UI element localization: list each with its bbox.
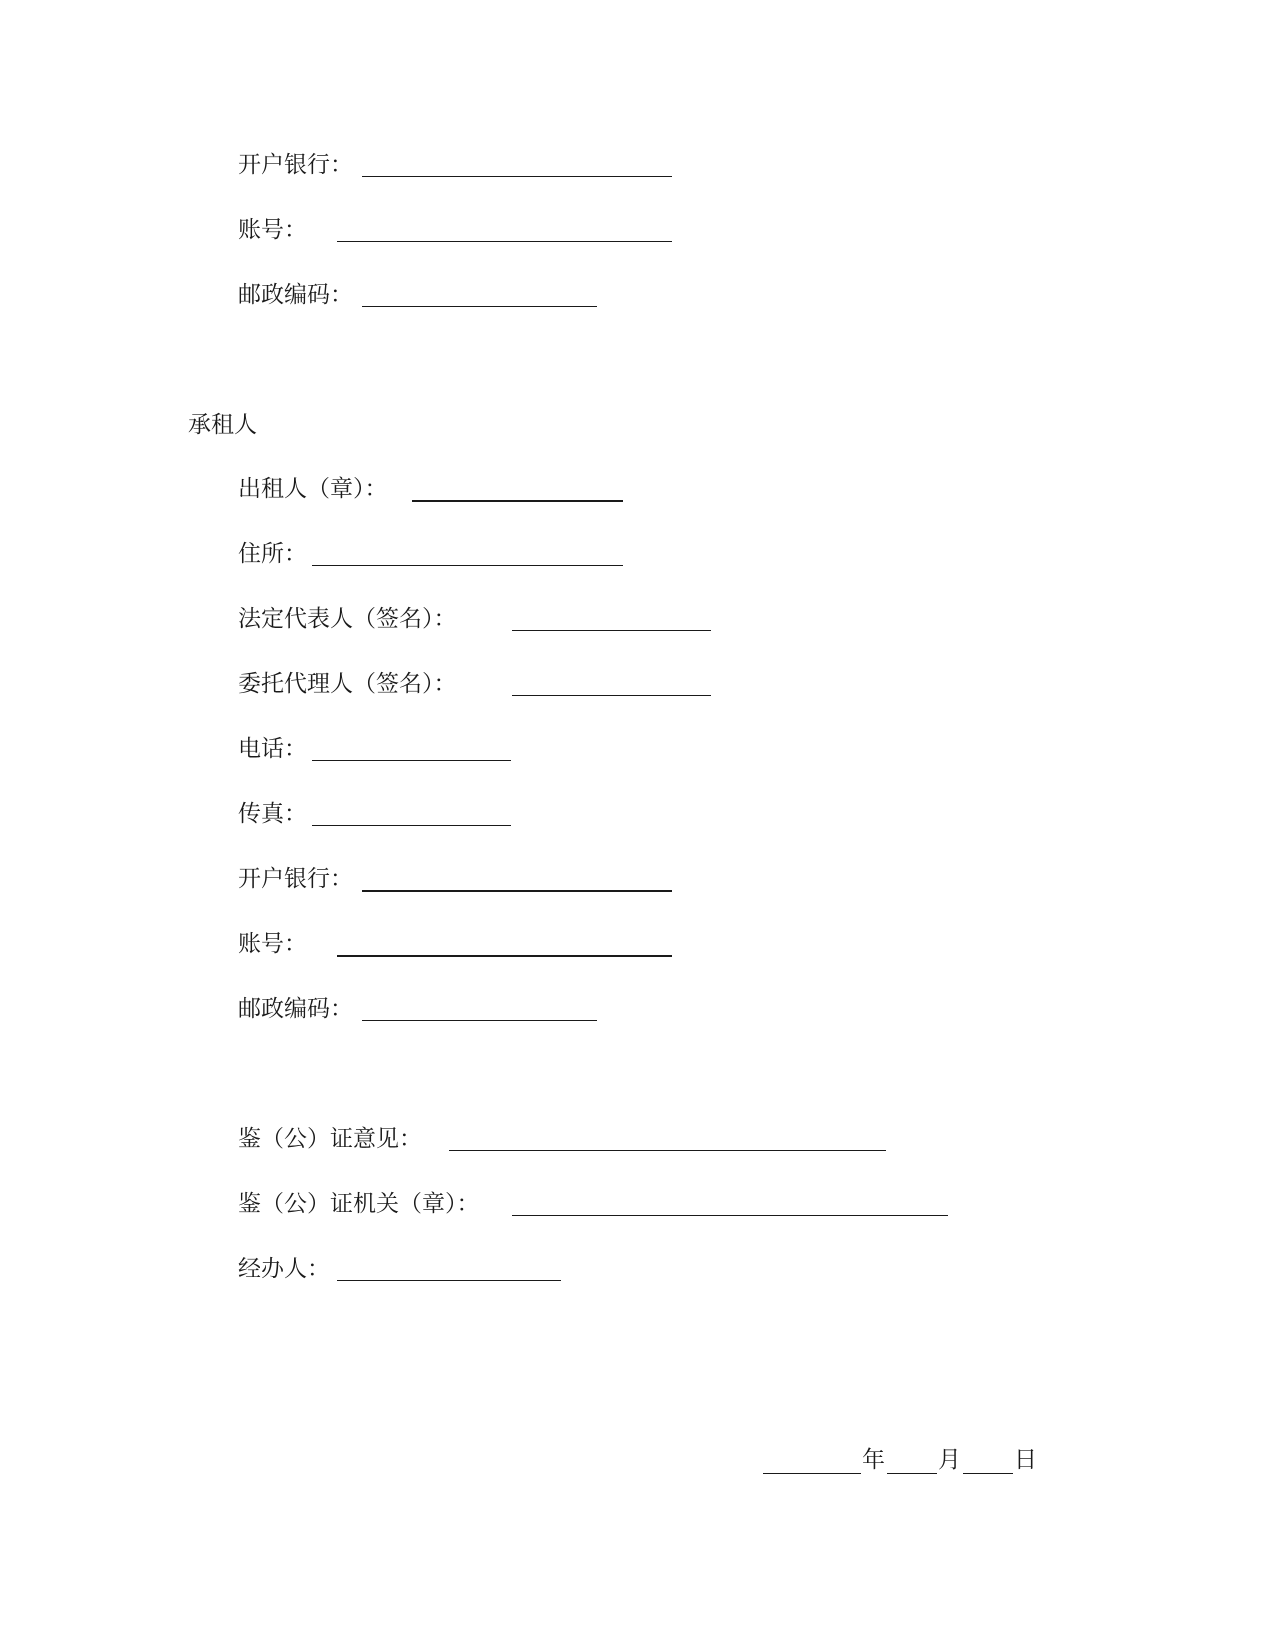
handler-field (238, 1254, 678, 1290)
postcode-blank[interactable] (362, 306, 597, 307)
account-field-top (238, 215, 678, 251)
lessor-seal-label: 出租人（章）： (238, 476, 388, 502)
notary-authority-blank[interactable] (512, 1215, 948, 1216)
account-field (238, 929, 678, 965)
bank-field-top (238, 150, 678, 186)
address-label: 住所： (238, 541, 307, 567)
handler-blank[interactable] (337, 1280, 561, 1281)
agent-label: 委托代理人（签名）： (238, 671, 457, 697)
agent-field (238, 669, 758, 705)
account-blank[interactable] (337, 241, 672, 242)
postcode-label: 邮政编码： (238, 996, 353, 1022)
handler-label: 经办人： (238, 1256, 330, 1282)
agent-blank[interactable] (512, 695, 711, 696)
phone-blank[interactable] (312, 760, 511, 761)
postcode-field (238, 994, 678, 1030)
legal-rep-blank[interactable] (512, 630, 711, 631)
legal-rep-label: 法定代表人（签名）： (238, 606, 457, 632)
address-blank[interactable] (312, 565, 623, 566)
legal-rep-field (238, 604, 758, 640)
notary-authority-field (238, 1189, 958, 1225)
notary-authority-label: 鉴（公）证机关（章）： (238, 1191, 480, 1217)
day-blank[interactable] (963, 1473, 1013, 1474)
lessee-heading: 承租人 (188, 412, 257, 438)
year-label: 年 (862, 1447, 885, 1473)
postcode-blank[interactable] (362, 1020, 597, 1021)
phone-label: 电话： (238, 736, 307, 762)
account-label: 账号： (238, 217, 307, 243)
bank-label: 开户银行： (238, 152, 353, 178)
phone-field (238, 734, 678, 770)
fax-field (238, 799, 678, 835)
day-label: 日 (1014, 1447, 1037, 1473)
fax-blank[interactable] (312, 825, 511, 826)
account-label: 账号： (238, 931, 307, 957)
month-label: 月 (938, 1447, 961, 1473)
notary-opinion-field (238, 1124, 898, 1160)
notary-opinion-blank[interactable] (449, 1150, 886, 1151)
fax-label: 传真： (238, 801, 307, 827)
bank-field (238, 864, 678, 900)
bank-label: 开户银行： (238, 866, 353, 892)
bank-blank[interactable] (362, 176, 672, 177)
date-line (763, 1445, 1083, 1481)
postcode-label: 邮政编码： (238, 282, 353, 308)
month-blank[interactable] (887, 1473, 937, 1474)
lessor-seal-field (238, 474, 678, 510)
bank-blank[interactable] (362, 890, 672, 892)
postcode-field-top (238, 280, 678, 316)
lessor-seal-blank[interactable] (412, 500, 623, 502)
notary-opinion-label: 鉴（公）证意见： (238, 1126, 422, 1152)
address-field (238, 539, 678, 575)
account-blank[interactable] (337, 955, 672, 957)
year-blank[interactable] (763, 1473, 861, 1474)
